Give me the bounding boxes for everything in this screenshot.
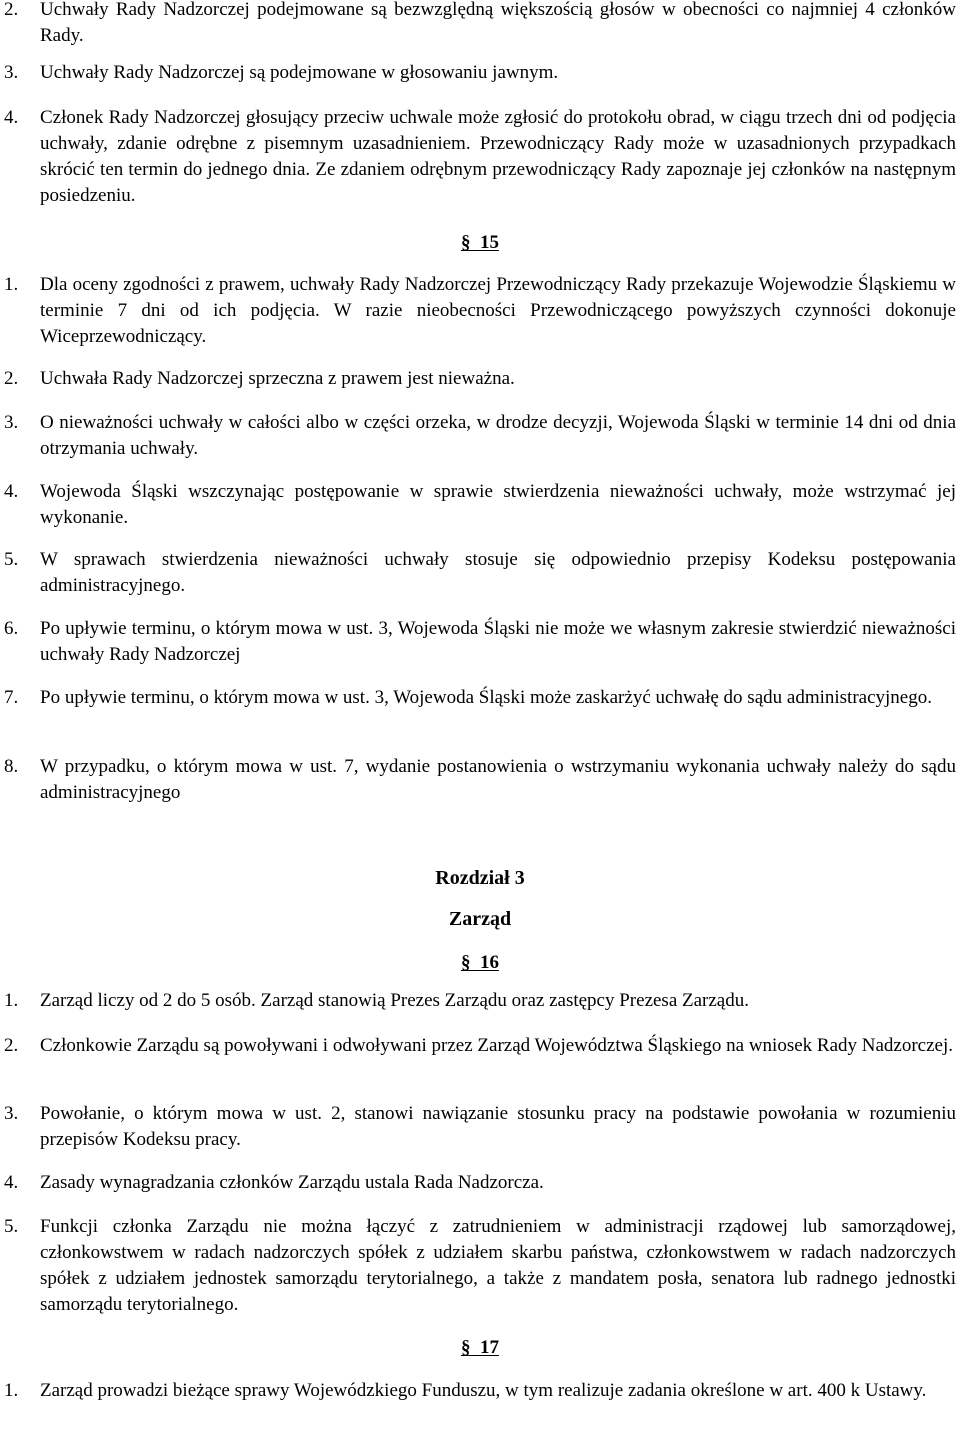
item-number: 3. bbox=[4, 412, 19, 433]
item-number: 2. bbox=[4, 0, 19, 20]
item-text: Funkcji członka Zarządu nie można łączyć z zatrudnieniem w administracji rządowej lub samorządowej, członkowstwem w radach nadzorczych spółek z udziałem skarbu państwa, członkowstwem w radach nadzorczych spółek z udziałem jednostek samorządu terytorialnego, a także z mandatem posła, senatora lub radnego jednostki samorządu terytorialnego. bbox=[40, 1216, 956, 1315]
paragraph-item bbox=[0, 685, 956, 711]
paragraph-item bbox=[0, 1033, 956, 1059]
item-text: Uchwały Rady Nadzorczej są podejmowane w głosowaniu jawnym. bbox=[40, 62, 559, 83]
section-heading-15 bbox=[0, 230, 960, 256]
item-number: 4. bbox=[4, 1172, 19, 1193]
item-text: Członek Rady Nadzorczej głosujący przeciw uchwale może zgłosić do protokołu obrad, w ciągu trzech dni od podjęcia uchwały, zdanie odrębne z pisemnym uzasadnieniem. Przewodniczący Rady może w uzasadnionych przypadkach skrócić ten termin do jednego dnia. Ze zdaniem odrębnym przewodniczący Rady zapoznaje jej członków na następnym posiedzeniu. bbox=[40, 107, 956, 206]
item-text: Członkowie Zarządu są powoływani i odwoływani przez Zarząd Województwa Śląskiego na wniosek Rady Nadzorczej. bbox=[40, 1035, 953, 1056]
item-text: Powołanie, o którym mowa w ust. 2, stanowi nawiązanie stosunku pracy na podstawie powołania w rozumieniu przepisów Kodeksu pracy. bbox=[40, 1103, 956, 1150]
chapter-title: Zarząd bbox=[448, 908, 512, 930]
item-text: Wojewoda Śląski wszczynając postępowanie w sprawie stwierdzenia nieważności uchwały, może wstrzymać jej wykonanie. bbox=[40, 481, 956, 528]
item-number: 1. bbox=[4, 274, 19, 295]
item-number: 1. bbox=[4, 990, 19, 1011]
paragraph-item bbox=[0, 1170, 956, 1196]
section-heading-17 bbox=[0, 1335, 960, 1361]
paragraph-item bbox=[0, 410, 956, 462]
item-number: 4. bbox=[4, 107, 19, 128]
item-text: W sprawach stwierdzenia nieważności uchwały stosuje się odpowiednio przepisy Kodeksu postępowania administracyjnego. bbox=[40, 549, 956, 596]
paragraph-item bbox=[0, 547, 956, 599]
section-mark-15: § 15 bbox=[461, 232, 499, 253]
paragraph-item bbox=[0, 105, 956, 209]
item-text: Zasady wynagradzania członków Zarządu ustala Rada Nadzorcza. bbox=[40, 1172, 544, 1193]
section-mark-16: § 16 bbox=[461, 952, 499, 973]
paragraph-item bbox=[0, 479, 956, 531]
item-text: Uchwały Rady Nadzorczej podejmowane są bezwzględną większością głosów w obecności co najmniej 4 członków Rady. bbox=[40, 0, 956, 46]
paragraph-item bbox=[0, 0, 956, 49]
item-number: 3. bbox=[4, 1103, 19, 1124]
item-text: Zarząd prowadzi bieżące sprawy Wojewódzkiego Funduszu, w tym realizuje zadania określone w art. 400 k Ustawy. bbox=[40, 1380, 927, 1401]
item-number: 5. bbox=[4, 549, 19, 570]
item-number: 2. bbox=[4, 368, 19, 389]
item-number: 2. bbox=[4, 1035, 19, 1056]
chapter-heading: Rozdział 3 bbox=[435, 867, 525, 889]
section-heading-16 bbox=[0, 950, 960, 976]
paragraph-item bbox=[0, 1378, 956, 1404]
item-text: Dla oceny zgodności z prawem, uchwały Rady Nadzorczej Przewodniczący Rady przekazuje Wojewodzie Śląskiemu w terminie 7 dni od ich podjęcia. W razie nieobecności Przewodniczącego powyższych czynności dokonuje Wiceprzewodniczący. bbox=[40, 274, 956, 347]
item-number: 6. bbox=[4, 618, 19, 639]
item-text: Po upływie terminu, o którym mowa w ust. 3, Wojewoda Śląski może zaskarżyć uchwałę do sądu administracyjnego. bbox=[40, 687, 932, 708]
item-text: Zarząd liczy od 2 do 5 osób. Zarząd stanowią Prezes Zarządu oraz zastępcy Prezesa Zarządu. bbox=[40, 990, 749, 1011]
item-text: Uchwała Rady Nadzorczej sprzeczna z prawem jest nieważna. bbox=[40, 368, 515, 389]
item-text: O nieważności uchwały w całości albo w części orzeka, w drodze decyzji, Wojewoda Śląski w terminie 14 dni od dnia otrzymania uchwały. bbox=[40, 412, 956, 459]
item-number: 5. bbox=[4, 1216, 19, 1237]
paragraph-item bbox=[0, 754, 956, 806]
section-mark-17: § 17 bbox=[461, 1337, 499, 1358]
item-number: 1. bbox=[4, 1380, 19, 1401]
item-text: Po upływie terminu, o którym mowa w ust. 3, Wojewoda Śląski nie może we własnym zakresie stwierdzić nieważności uchwały Rady Nadzorczej bbox=[40, 618, 956, 665]
paragraph-item bbox=[0, 366, 956, 392]
paragraph-item bbox=[0, 616, 956, 668]
item-number: 8. bbox=[4, 756, 19, 777]
paragraph-item bbox=[0, 272, 956, 350]
paragraph-item bbox=[0, 1101, 956, 1153]
paragraph-item bbox=[0, 1214, 956, 1318]
item-number: 7. bbox=[4, 687, 19, 708]
paragraph-item bbox=[0, 60, 956, 86]
paragraph-item bbox=[0, 988, 956, 1014]
item-text: W przypadku, o którym mowa w ust. 7, wydanie postanowienia o wstrzymaniu wykonania uchwały należy do sądu administracyjnego bbox=[40, 756, 956, 803]
item-number: 3. bbox=[4, 62, 19, 83]
item-number: 4. bbox=[4, 481, 19, 502]
